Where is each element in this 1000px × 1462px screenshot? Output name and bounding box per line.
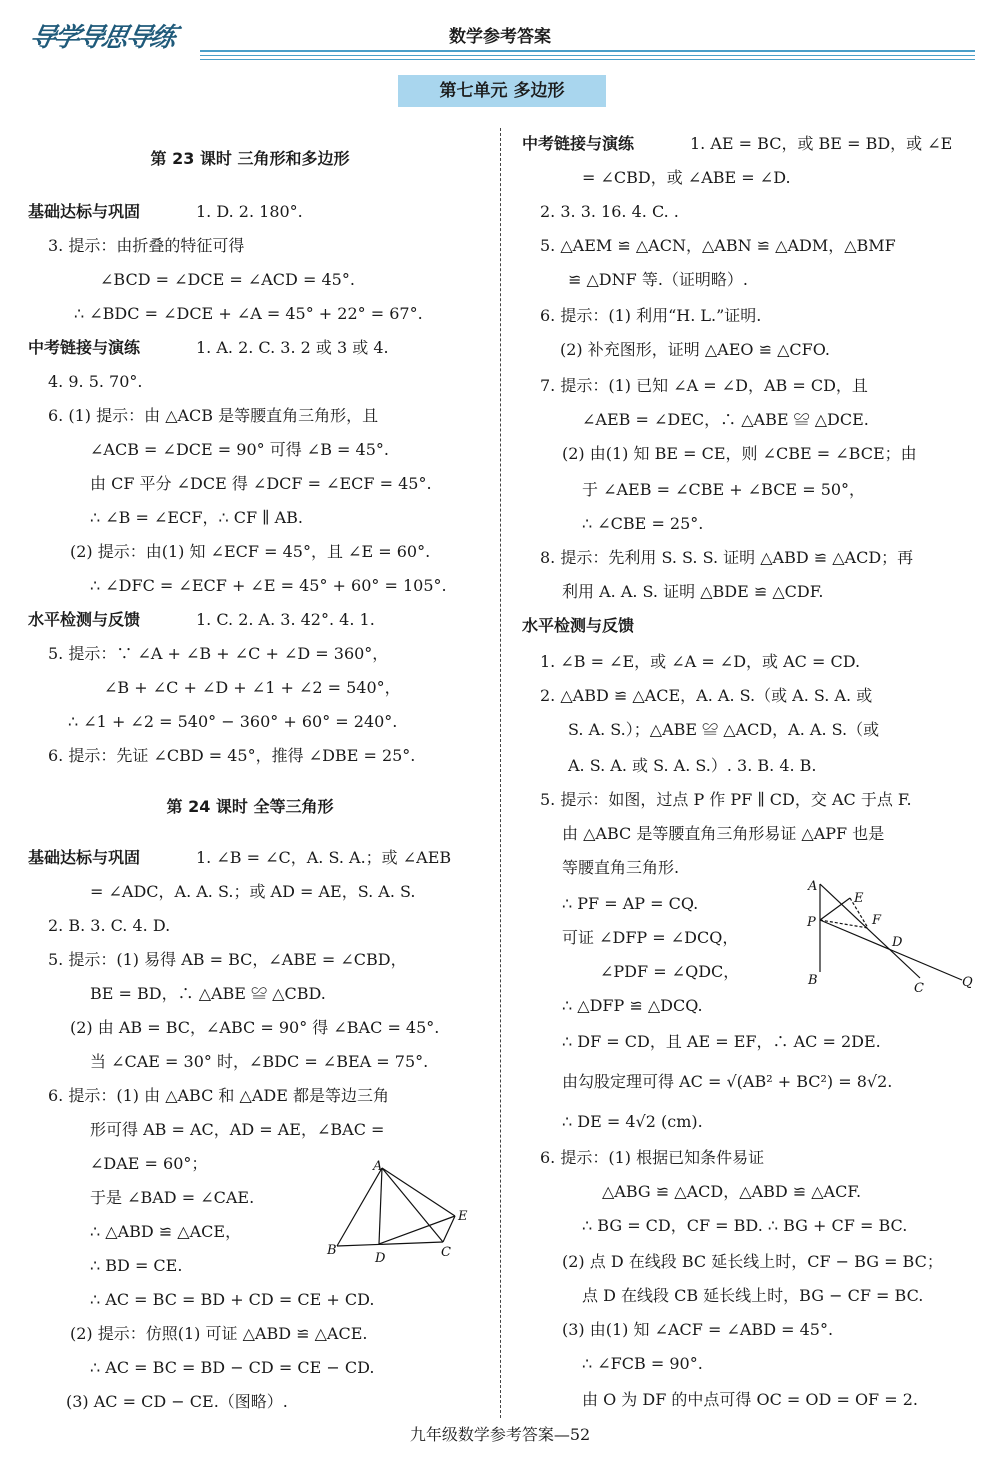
page-header — [0, 0, 1000, 70]
figure-label: P — [807, 915, 816, 930]
header-rule — [200, 59, 975, 60]
answer-line: ∴ ∠1 + ∠2 = 540° − 360° + 60° = 240°. — [68, 712, 398, 731]
answer-line: (3) 由(1) 知 ∠ACF = ∠ABD = 45°. — [562, 1320, 834, 1339]
answer-line: ∴ DE = 4√2 (cm). — [562, 1112, 703, 1131]
answer-line: ∠BCD = ∠DCE = ∠ACD = 45°. — [100, 270, 355, 289]
column-divider — [500, 128, 501, 1418]
figure-label: A — [808, 879, 818, 894]
answer-line: 2. B. 3. C. 4. D. — [48, 916, 171, 935]
answer-line: 5. △AEM ≌ △ACN，△ABN ≌ △ADM，△BMF — [540, 236, 896, 255]
header-rule — [200, 55, 975, 56]
answer-line: ∴ BD = CE. — [90, 1256, 183, 1275]
answer-line: ∴ ∠CBE = 25°. — [582, 514, 704, 533]
answer-line: 由 △ABC 是等腰直角三角形易证 △APF 也是 — [562, 824, 885, 843]
figure-label: Q — [962, 975, 973, 990]
answer-line: 4. 9. 5. 70°. — [48, 372, 143, 391]
answer-line: 可证 ∠DFP = ∠DCQ， — [562, 928, 739, 947]
answer-line: 2. 3. 3. 16. 4. C. . — [540, 202, 679, 221]
answer-line: ∴ ∠FCB = 90°. — [582, 1354, 703, 1373]
answer-line: ∴ ∠DFC = ∠ECF + ∠E = 45° + 60° = 105°. — [90, 576, 447, 595]
answer-line: 5. 提示：(1) 易得 AB = BC，∠ABE = ∠CBD， — [48, 950, 407, 969]
answer-line: 6. (1) 提示：由 △ACB 是等腰直角三角形，且 — [48, 406, 379, 425]
answer-line: A. S. A. 或 S. A. S.）. 3. B. 4. B. — [568, 756, 817, 775]
answer-line: (2) 补充图形，证明 △AEO ≌ △CFO. — [560, 340, 830, 359]
answer-line: = ∠ADC，A. A. S.；或 AD = AE，S. A. S. — [90, 882, 416, 901]
answer-line: ∴ ∠BDC = ∠DCE + ∠A = 45° + 22° = 67°. — [74, 304, 423, 323]
answer-line: (3) AC = CD − CE.（图略）. — [66, 1392, 288, 1411]
answer-line: 1. AE = BC，或 BE = BD，或 ∠E — [690, 134, 953, 153]
answer-line: 3. 提示：由折叠的特征可得 — [48, 236, 245, 255]
answer-line: 点 D 在线段 CB 延长线上时，BG − CF = BC. — [582, 1286, 924, 1305]
answer-line: 6. 提示：(1) 由 △ABC 和 △ADE 都是等边三角 — [48, 1086, 389, 1105]
answer-line: ∠PDF = ∠QDC， — [600, 962, 740, 981]
page-footer: 九年级数学参考答案—52 — [409, 1425, 591, 1444]
answer-line: 5. 提示：如图，过点 P 作 PF ∥ CD，交 AC 于点 F. — [540, 790, 912, 809]
figure-label: F — [872, 913, 882, 928]
figure-label: C — [441, 1245, 451, 1260]
answer-line: ∴ PF = AP = CQ. — [562, 894, 699, 913]
unit-title: 第七单元 多边形 — [398, 75, 606, 107]
section-heading: 水平检测与反馈 — [522, 616, 635, 635]
figure-label: B — [808, 973, 818, 988]
answer-line: 1. ∠B = ∠E，或 ∠A = ∠D，或 AC = CD. — [540, 652, 861, 671]
answer-line: △ABG ≌ △ACD，△ABD ≌ △ACF. — [602, 1182, 862, 1201]
answer-line: 6. 提示：(1) 利用“H. L.”证明. — [540, 306, 762, 325]
triangle-figure-abcde — [325, 1158, 475, 1266]
header-rule — [200, 50, 975, 52]
lesson-23-title: 第 23 课时 三角形和多边形 — [150, 149, 350, 168]
answer-line: 8. 提示：先利用 S. S. S. 证明 △ABD ≌ △ACD；再 — [540, 548, 914, 567]
figure-label: E — [854, 891, 864, 906]
answer-line: (2) 提示：仿照(1) 可证 △ABD ≌ △ACE. — [70, 1324, 368, 1343]
figure-label: A — [373, 1159, 383, 1174]
answer-line: 6. 提示：(1) 根据已知条件易证 — [540, 1148, 765, 1167]
answer-line: BE = BD，∴ △ABE ≌ △CBD. — [90, 984, 326, 1003]
answer-line: 1. C. 2. A. 3. 42°. 4. 1. — [196, 610, 375, 629]
answer-line: ∴ AC = BC = BD + CD = CE + CD. — [90, 1290, 375, 1309]
answer-line: ∴ △ABD ≌ △ACE， — [90, 1222, 242, 1241]
answer-line: 等腰直角三角形. — [562, 858, 680, 877]
answer-line: (2) 由(1) 知 BE = CE，则 ∠CBE = ∠BCE；由 — [562, 444, 917, 463]
answer-line: 1. A. 2. C. 3. 2 或 3 或 4. — [196, 338, 389, 357]
answer-line: (2) 由 AB = BC，∠ABC = 90° 得 ∠BAC = 45°. — [70, 1018, 440, 1037]
answer-line: 2. △ABD ≌ △ACE，A. A. S.（或 A. S. A. 或 — [540, 686, 873, 705]
answer-line: 当 ∠CAE = 30° 时，∠BDC = ∠BEA = 75°. — [90, 1052, 429, 1071]
figure-label: D — [375, 1251, 386, 1266]
answer-line: ∴ △DFP ≌ △DCQ. — [562, 996, 703, 1015]
figure-label: D — [892, 935, 903, 950]
section-heading: 中考链接与演练 — [28, 338, 141, 357]
answer-line: ∠AEB = ∠DEC，∴ △ABE ≌ △DCE. — [582, 410, 869, 429]
answer-line: (2) 提示：由(1) 知 ∠ECF = 45°，且 ∠E = 60°. — [70, 542, 431, 561]
answer-line: S. A. S.）；△ABE ≌ △ACD，A. A. S.（或 — [568, 720, 880, 739]
answer-line: ∴ DF = CD，且 AE = EF，∴ AC = 2DE. — [562, 1032, 881, 1051]
answer-line: 形可得 AB = AC，AD = AE，∠BAC = — [90, 1120, 385, 1139]
answer-line: 于是 ∠BAD = ∠CAE. — [90, 1188, 255, 1207]
section-heading: 中考链接与演练 — [522, 134, 635, 153]
section-heading: 基础达标与巩固 — [28, 202, 141, 221]
figure-label: E — [458, 1209, 468, 1224]
answer-line: ∠ACB = ∠DCE = 90° 可得 ∠B = 45°. — [90, 440, 389, 459]
answer-line: 由勾股定理可得 AC = √(AB² + BC²) = 8√2. — [562, 1072, 893, 1091]
answer-line: 7. 提示：(1) 已知 ∠A = ∠D，AB = CD，且 — [540, 376, 868, 395]
answer-line: (2) 点 D 在线段 BC 延长线上时，CF − BG = BC； — [562, 1252, 943, 1271]
answer-line: ≌ △DNF 等.（证明略）. — [568, 270, 748, 289]
header-title: 数学参考答案 — [449, 27, 551, 47]
answer-line: 由 O 为 DF 的中点可得 OC = OD = OF = 2. — [582, 1390, 919, 1409]
section-heading: 基础达标与巩固 — [28, 848, 141, 867]
answer-line: 于 ∠AEB = ∠CBE + ∠BCE = 50°， — [582, 480, 866, 499]
answer-line: 6. 提示：先证 ∠CBD = 45°，推得 ∠DBE = 25°. — [48, 746, 416, 765]
answer-line: 由 CF 平分 ∠DCE 得 ∠DCF = ∠ECF = 45°. — [90, 474, 432, 493]
triangle-figure-apfdq — [806, 876, 976, 994]
answer-line: ∴ AC = BC = BD − CD = CE − CD. — [90, 1358, 375, 1377]
answer-line: 1. ∠B = ∠C，A. S. A.；或 ∠AEB — [196, 848, 452, 867]
answer-line: 5. 提示：∵ ∠A + ∠B + ∠C + ∠D = 360°， — [48, 644, 389, 663]
answer-line: 利用 A. A. S. 证明 △BDE ≌ △CDF. — [562, 582, 824, 601]
section-heading: 水平检测与反馈 — [28, 610, 141, 629]
answer-line: ∠B + ∠C + ∠D + ∠1 + ∠2 = 540°， — [104, 678, 401, 697]
lesson-24-title: 第 24 课时 全等三角形 — [166, 797, 334, 816]
figure-label: B — [327, 1243, 337, 1258]
answer-line: = ∠CBD，或 ∠ABE = ∠D. — [582, 168, 791, 187]
figure-label: C — [914, 981, 924, 996]
answer-line: 1. D. 2. 180°. — [196, 202, 303, 221]
answer-line: ∴ ∠B = ∠ECF，∴ CF ∥ AB. — [90, 508, 304, 527]
answer-line: ∴ BG = CD，CF = BD. ∴ BG + CF = BC. — [582, 1216, 908, 1235]
book-logo: 导学导思导练 — [26, 23, 178, 53]
answer-line: ∠DAE = 60°； — [90, 1154, 208, 1173]
